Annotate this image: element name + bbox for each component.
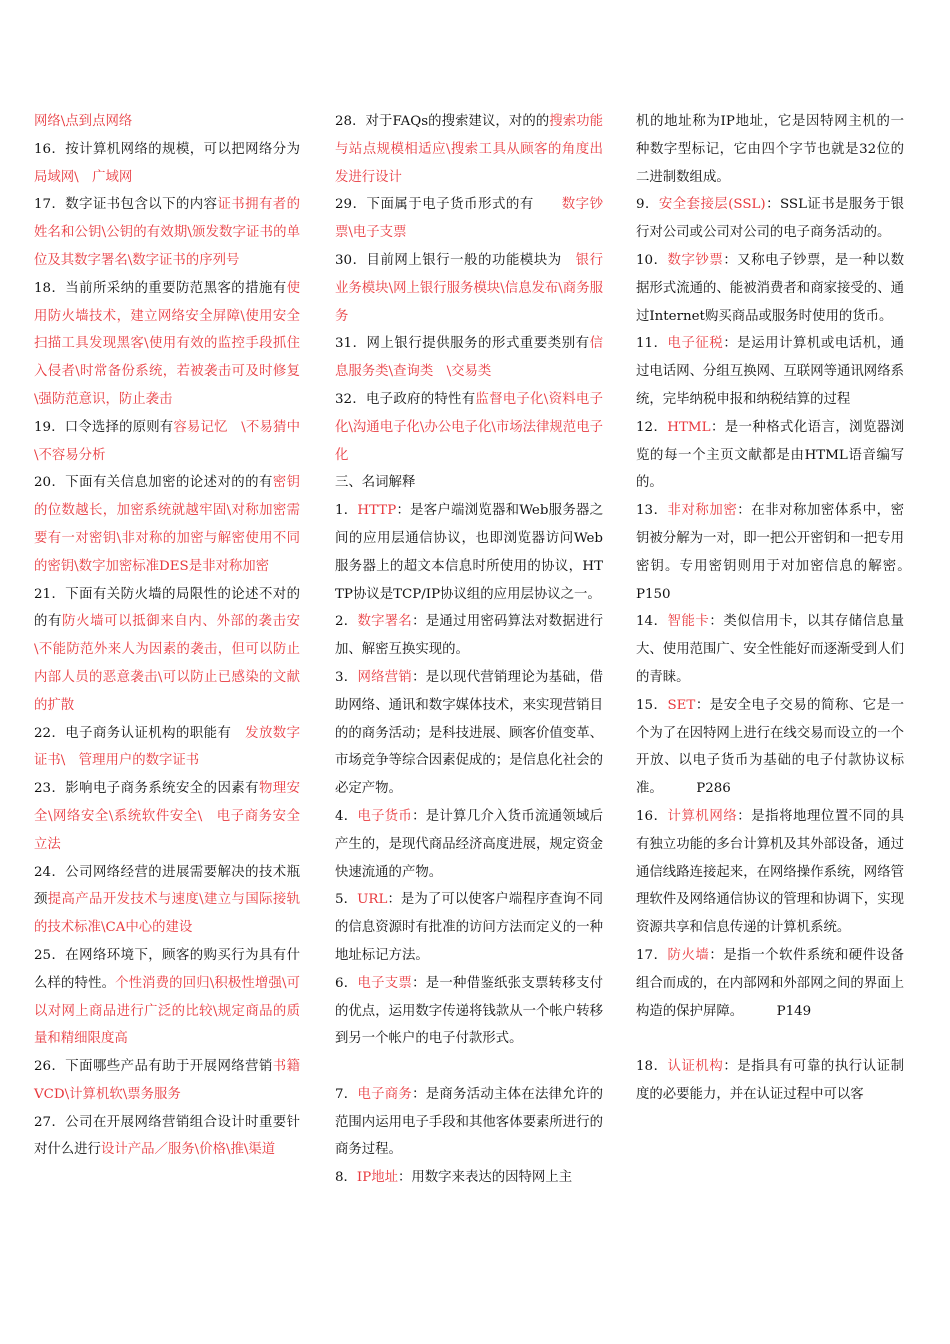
question-text: 23．影响电子商务系统安全的因素有 [34,781,259,797]
question-text: ：用数字来表达的因特网上主 [398,1170,573,1186]
question-text: 7． [335,1086,358,1102]
paragraph [636,108,904,191]
question-text: 24．公司网络经营的进展需要解决的技术瓶颈 [34,864,300,908]
paragraph [34,1109,300,1165]
answer-text: 使用防火墙技术，建立网络安全屏障\使用安全扫描工具发现黑客\使用有效的监控手段抓住入侵者\时常备份系统，若被袭击可及时修复 \强防范意识，防止袭击 [34,280,314,407]
answer-text: 搜索功能与站点规模相适应\搜索工具从顾客的角度出发进行设计 [335,114,603,185]
question-text: 18．当前所采纳的重要防范黑客的措施有 [34,280,287,296]
answer-text: 监督电子化\资料电子化\沟通电子化\办公电子化\市场法律规范电子化 [335,391,603,463]
paragraph [34,108,300,136]
column-2 [335,108,603,1192]
question-text: ：是指将地理位置不同的具有独立功能的多台计算机及其外部设备，通过通信线路连接起来，在网络操作系统，网络管理软件及网络通信协议的管理和协调下，实现资源共享和信息传递的计算机系统。 [636,808,905,936]
answer-text: 容易记忆 \不易猜中\不容易分析 [34,419,300,463]
paragraph [34,414,300,470]
paragraph [34,136,327,192]
question-text: ：是为了可以使客户端程序查询不同的信息资源时有批准的访问方法而定义的一种地址标记方法。 [335,892,603,963]
answer-text: 证书拥有者的姓名和公钥\公钥的有效期\颁发数字证书的单位及其数字署名\数字证书的序列号 [34,197,300,268]
question-text: ：类似信用卡，以其存储信息量大、使用范围广、安全性能好而逐渐受到人们的青睐。 [636,614,905,685]
answer-text: 电子支票 [357,975,413,991]
question-text: 6． [335,975,358,991]
answer-text: 防火墙 [667,947,710,963]
paragraph [636,497,945,608]
paragraph [335,469,603,497]
paragraph [636,191,904,247]
answer-text: 网络\点到点网络 [34,114,133,129]
paragraph [636,414,904,497]
paragraph [34,859,300,942]
question-text: 11． [636,336,668,352]
question-text: 8． [335,1170,357,1186]
paragraph [636,803,904,942]
question-text: 3． [335,669,358,685]
paragraph [636,608,904,691]
answer-text: 密钥的位数越长，加密系统就越牢固\对称加密需要有一对密钥\非对称的加密与解密使用不同的密钥\数字加密标准DES是非对称加密 [34,475,301,574]
question-text: 27．公司在开展网络营销组合设计时重要针对什么进行 [34,1114,300,1158]
question-text: 25．在网络环境下，顾客的购买行为具有什么样的特性。 [34,947,300,991]
answer-text: 认证机构 [667,1059,724,1075]
paragraph [636,942,904,1025]
question-text: 13． [636,503,668,519]
question-text: 机的地址称为IP地址，它是因特网主机的一种数字型标记，它由四个字节也就是32位的二进制数组成。 [636,114,904,185]
paragraph [335,247,603,330]
answer-text: 发放数字证书\ 管理用户的数字证书 [34,725,300,769]
question-text: ：是客户端浏览器和Web服务器之间的应用层通信协议，也即浏览器访问Web服务器上的超文本信息时所使用的协议，HTTP协议是TCP/IP协议组的应用层协议之一。 [335,503,603,602]
blank-line [636,1025,904,1053]
question-text: ：是通过用密码算法对数据进行加、解密互换实现的。 [335,614,603,658]
paragraph [335,386,603,469]
question-text: 10． [636,252,668,268]
paragraph [34,275,314,414]
answer-text: 书籍 VCD\计算机软\票务服务 [34,1059,327,1102]
answer-text: 信息服务类\查询类 \交易类 [335,336,603,380]
paragraph [636,330,904,413]
question-text: ：SSL证书是服务于银行对公司或公司对公司的电子商务活动的。 [636,197,904,241]
paragraph [335,330,603,386]
paragraph [335,191,603,247]
question-text: ：在非对称加密体系中，密钥被分解为一对，即一把公开密钥和一把专用密钥。专用密钥则用于对加密信息的解密。 P150 [636,503,945,602]
question-text: 三、名词解释 [335,475,416,491]
paragraph [335,1081,603,1164]
question-text: 1． [335,503,358,519]
question-text: 29．下面属于电子货币形式的有 [335,197,562,213]
question-text: 28．对于FAQs的搜索建议，对的的 [335,114,550,129]
answer-text: 非对称加密 [667,503,738,519]
question-text: 17．数字证书包含以下的内容 [34,197,218,213]
question-text: 30．目前网上银行一般的功能模块为 [335,252,576,268]
question-text: ：是指具有可靠的执行认证制度的必要能力，并在认证过程中可以客 [636,1059,905,1102]
question-text: ：是以现代营销理论为基础，借助网络、通讯和数字媒体技术，来实现营销目的的商务活动；是科技进展、顾客价值变革、市场竞争等综合因素促成的；是信息化社会的必定产物。 [335,669,603,797]
answer-text: 物理安全\网络安全\系统软件安全\ 电子商务安全立法 [34,781,301,852]
answer-text: 银行业务模块\网上银行服务模块\信息发布\商务服务 [335,252,604,324]
paragraph [34,191,300,274]
paragraph [34,581,300,720]
answer-text: IP地址 [356,1170,399,1186]
blank-line [335,1053,603,1081]
paragraph [34,469,300,580]
paragraph [335,1164,603,1192]
question-text: ：是安全电子交易的简称、它是一个为了在因特网上进行在线交易而设立的一个开放、以电子货币为基础的电子付款协议标准。 P286 [636,697,904,797]
question-text: 20．下面有关信息加密的论述对的的有 [34,475,273,491]
question-text: 16． [636,808,668,824]
column-3 [636,108,945,1109]
question-text: 5． [335,892,358,908]
answer-text: URL [357,892,388,908]
question-text: ：是商务活动主体在法律允许的范围内运用电子手段和其他客体要素所进行的商务过程。 [335,1086,603,1158]
question-text: 18． [636,1059,668,1075]
question-text: ：又称电子钞票，是一种以数据形式流通的、能被消费者和商家接受的、通过Internet购买商品或服务时使用的货币。 [636,252,905,324]
answer-text: 数字钞票 [667,252,724,268]
answer-text: 数字署名 [357,614,413,630]
answer-text: 设计产品／服务\价格\推\渠道 [100,1142,276,1158]
paragraph [636,247,904,330]
answer-text: 网络营销 [357,669,413,685]
question-text: ：是计算几介入货币流通领域后产生的，是现代商品经济高度进展，规定资金快速流通的产物。 [335,808,603,880]
question-text: 12． [636,419,668,435]
paragraph [335,664,603,803]
column-1 [34,108,327,1164]
answer-text: 智能卡 [667,614,710,630]
paragraph [335,497,603,608]
paragraph [34,942,300,1053]
question-text: 16．按计算机网络的规模，可以把网络分为 [34,141,327,157]
question-text: 14． [636,614,668,630]
answer-text: 安全套接层(SSL) [658,197,766,213]
question-text: 32．电子政府的特性有 [335,391,476,407]
answer-text: 数字钞票\电子支票 [335,197,603,241]
question-text: 21．下面有关防火墙的局限性的论述不对的的有 [34,586,300,630]
answer-text: HTTP [357,503,397,519]
question-text: 4． [335,808,358,824]
answer-text: 电子货币 [357,808,413,824]
question-text: ：是一种借鉴纸张支票转移支付的优点，运用数字传递将钱款从一个帐户转移到另一个帐户的电子付款形式。 [335,975,603,1047]
answer-text: 防火墙可以抵御来自内、外部的袭击安\不能防范外来人为因素的袭击，但可以防止内部人员的恶意袭击\可以防止已感染的文献的扩散 [34,614,301,713]
question-text: 22．电子商务认证机构的职能有 [34,725,246,741]
answer-text: SET [667,697,696,713]
question-text: 9． [636,197,659,213]
question-text: ：是一种格式化语言，浏览器浏览的每一个主页文献都是由HTML语音编写的。 [636,419,904,491]
question-text: 31．网上银行提供服务的形式重要类别有 [335,336,590,352]
answer-text: 电子征税 [667,336,724,352]
paragraph [636,692,904,803]
question-text: ：是运用计算机或电话机，通过电话网、分组互换网、互联网等通讯网络系统，完毕纳税申报和纳税结算的过程 [636,336,905,407]
paragraph [34,720,300,776]
question-text: 17． [636,947,668,963]
answer-text: 局域网\ 广域网 [34,169,133,185]
answer-text: 电子商务 [357,1086,413,1102]
question-text: 2． [335,614,358,630]
answer-text: 提高产品开发技术与速度\建立与国际接轨的技术标准\CA中心的建设 [34,892,300,936]
paragraph [335,970,603,1053]
question-text: 15． [636,697,668,713]
question-text: ：是指一个软件系统和硬件设备组合而成的，在内部网和外部网之间的界面上构造的保护屏障。 P149 [636,947,905,1019]
answer-text: HTML [667,419,711,435]
answer-text: 个性消费的回归\积极性增强\可以对网上商品进行广泛的比较\规定商品的质量和精细限度高 [34,975,300,1047]
paragraph [34,775,300,858]
paragraph [335,108,603,191]
paragraph [335,886,603,969]
paragraph [34,1053,327,1109]
answer-text: 计算机网络 [667,808,738,824]
paragraph [335,608,603,664]
question-text: 19．口令选择的原则有 [34,419,174,435]
paragraph [636,1053,904,1109]
paragraph [335,803,603,886]
question-text: 26．下面哪些产品有助于开展网络营销 [34,1059,273,1075]
